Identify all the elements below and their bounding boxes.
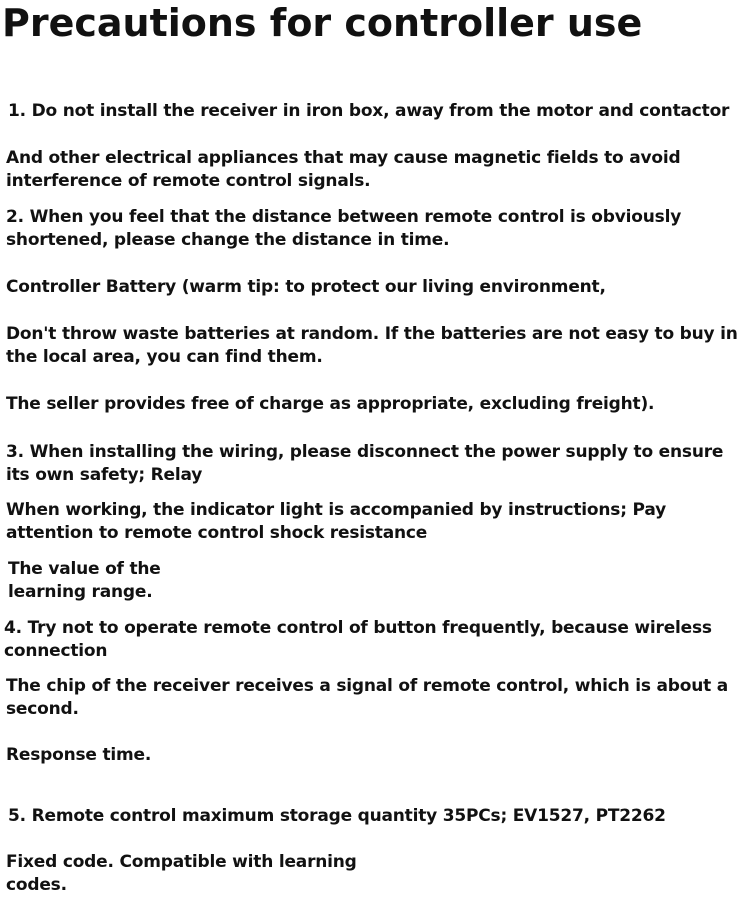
paragraph-4: Controller Battery (warm tip: to protect our living environment, — [6, 277, 606, 297]
paragraph-3: 2. When you feel that the distance between remote control is obviously shortened, please change the distance in time. — [6, 207, 682, 250]
paragraph-6: The seller provides free of charge as appropriate, excluding freight). — [6, 394, 655, 414]
paragraph-11: The chip of the receiver receives a signal of remote control, which is about a second. — [6, 676, 729, 719]
paragraph-2: And other electrical appliances that may cause magnetic fields to avoid interference of remote control signals. — [6, 148, 681, 191]
paragraph-9: The value of the learning range. — [8, 559, 161, 602]
paragraph-8: When working, the indicator light is accompanied by instructions; Pay attention to remote control shock resistance — [6, 500, 666, 543]
paragraph-1: 1. Do not install the receiver in iron box, away from the motor and contactor — [8, 101, 730, 121]
paragraph-12: Response time. — [6, 745, 152, 765]
paragraph-14: Fixed code. Compatible with learning codes. — [6, 852, 357, 895]
page-title: Precautions for controller use — [2, 1, 643, 45]
paragraph-10: 4. Try not to operate remote control of button frequently, because wireless connection — [4, 618, 712, 661]
paragraph-5: Don't throw waste batteries at random. If the batteries are not easy to buy in the local area, you can find them. — [6, 324, 738, 367]
paragraph-7: 3. When installing the wiring, please disconnect the power supply to ensure its own safety; Relay — [6, 442, 724, 485]
paragraph-13: 5. Remote control maximum storage quantity 35PCs; EV1527, PT2262 — [8, 806, 666, 826]
